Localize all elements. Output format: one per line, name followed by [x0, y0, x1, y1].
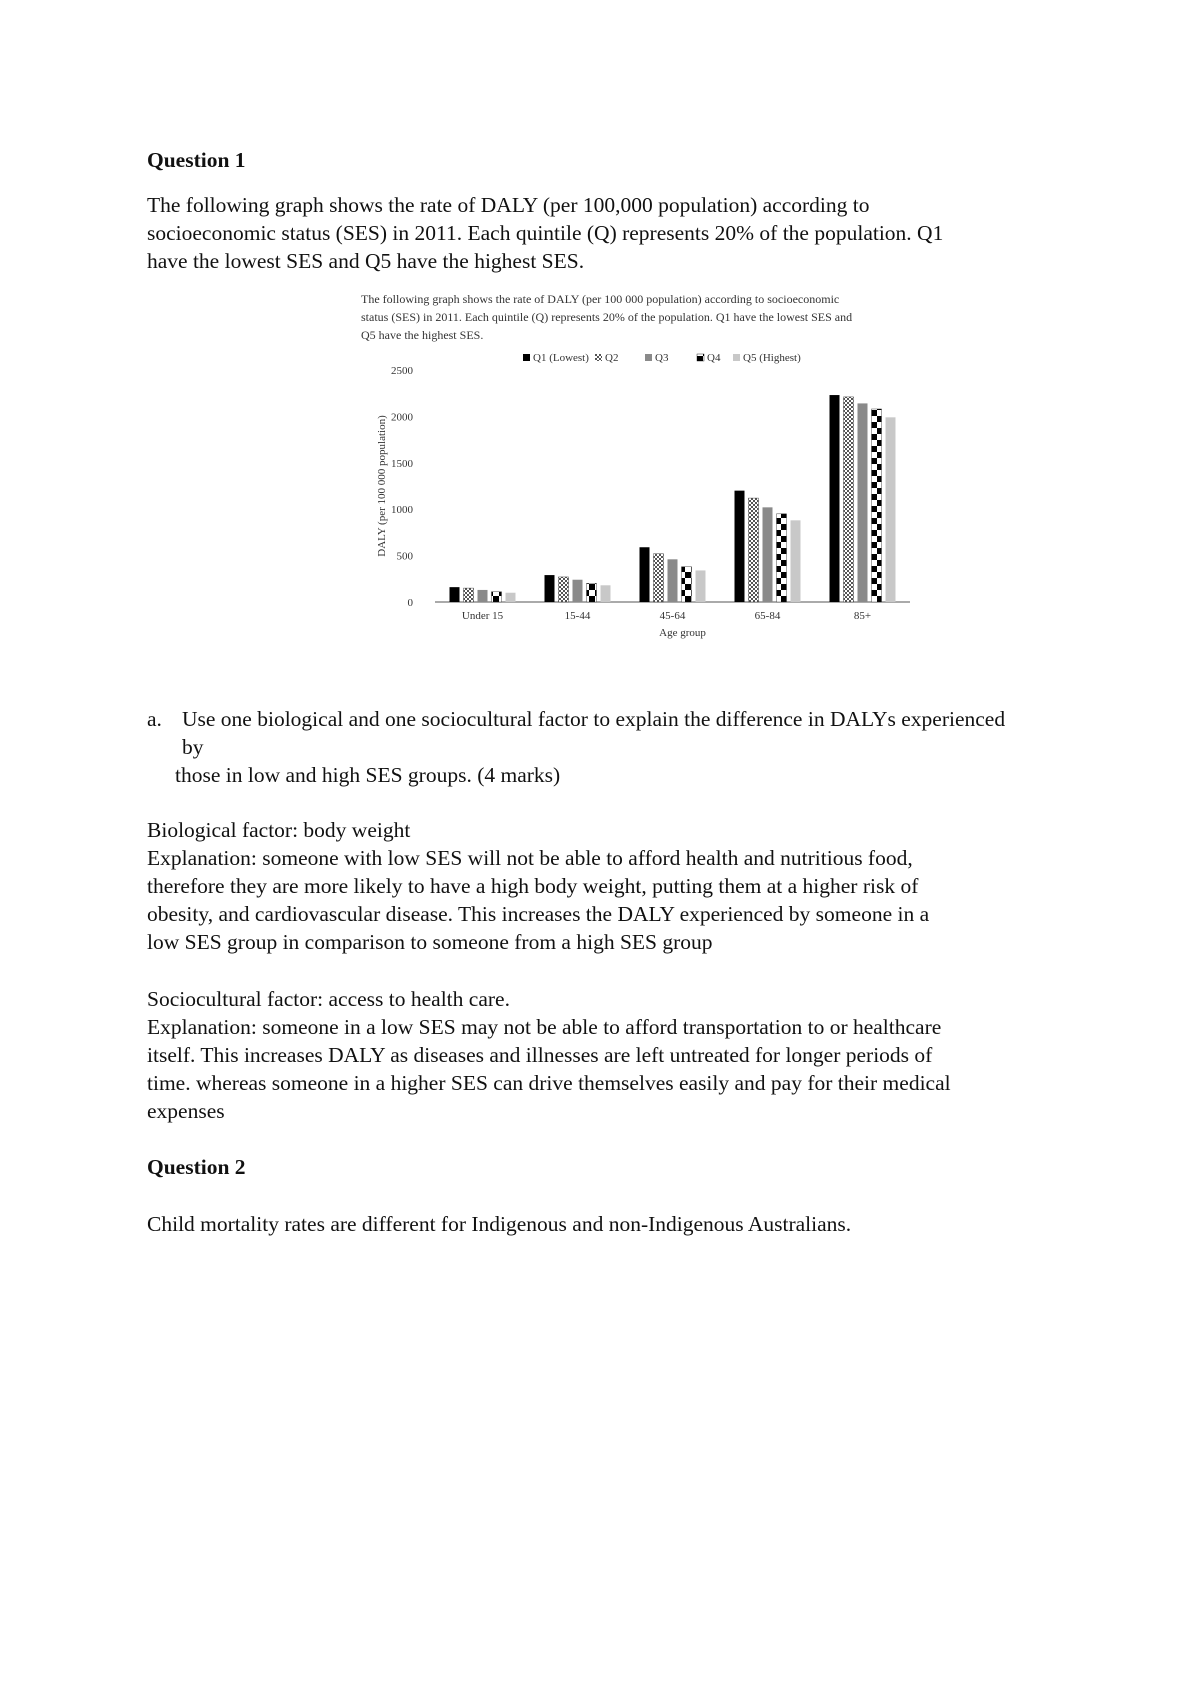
- bar-2-4: [844, 397, 854, 602]
- bar-4-1: [587, 583, 597, 602]
- part-a-text-line: those in low and high SES groups. (4 marks): [175, 763, 561, 787]
- bar-1-3: [735, 491, 745, 602]
- legend-swatch: [697, 354, 704, 361]
- bar-5-3: [791, 520, 801, 602]
- legend-label: Q4: [707, 352, 721, 364]
- chart-caption-line: status (SES) in 2011. Each quintile (Q) represents 20% of the population. Q1 have the lowest SES and: [361, 310, 853, 324]
- biological-factor: Biological factor: body weight: [147, 818, 411, 842]
- bar-2-0: [464, 588, 474, 602]
- bar-5-0: [506, 593, 516, 602]
- bar-2-3: [749, 498, 759, 602]
- part-a-text-line: by: [182, 735, 204, 759]
- question-1-intro: [147, 191, 1127, 275]
- explanation-line: time. whereas someone in a higher SES can drive themselves easily and pay for their medical: [147, 1071, 951, 1095]
- intro-line: socioeconomic status (SES) in 2011. Each quintile (Q) represents 20% of the population. Q1: [147, 221, 944, 245]
- y-tick-label: 1500: [391, 457, 413, 470]
- question-2-line: Child mortality rates are different for Indigenous and non-Indigenous Australians.: [147, 1212, 852, 1236]
- bar-4-2: [682, 567, 692, 602]
- sociocultural-factor: Sociocultural factor: access to health care.: [147, 987, 510, 1011]
- x-tick-label: 85+: [853, 610, 872, 622]
- bar-1-1: [545, 575, 555, 602]
- bar-4-0: [492, 592, 502, 602]
- bar-1-0: [450, 587, 460, 602]
- chart-caption-line: The following graph shows the rate of DALY (per 100 000 population) according to socioeconomic: [361, 292, 840, 306]
- explanation-line: obesity, and cardiovascular disease. This increases the DALY experienced by someone in a: [147, 902, 930, 926]
- x-tick-label: 15-44: [564, 610, 591, 622]
- bar-4-4: [872, 409, 882, 602]
- bar-2-1: [559, 577, 569, 602]
- explanation-line: Explanation: someone in a low SES may not be able to afford transportation to or healthcare: [147, 1015, 942, 1039]
- bar-3-3: [763, 507, 773, 602]
- x-tick-label: 45-64: [659, 610, 686, 622]
- chart-caption-line: Q5 have the highest SES.: [361, 328, 484, 342]
- question-2-heading: Question 2: [147, 1155, 246, 1179]
- y-tick-label: 2500: [391, 365, 413, 377]
- part-a-marker: a.: [147, 707, 162, 731]
- bar-3-1: [573, 580, 583, 602]
- legend-swatch: [733, 354, 740, 361]
- bar-1-2: [640, 547, 650, 602]
- legend-label: Q1 (Lowest): [533, 352, 589, 364]
- explanation-line: therefore they are more likely to have a high body weight, putting them at a higher risk of: [147, 874, 919, 898]
- bar-3-2: [668, 559, 678, 602]
- bar-5-1: [601, 585, 611, 602]
- x-axis-label: Age group: [659, 627, 706, 639]
- bar-2-2: [654, 554, 664, 602]
- sociocultural-answer: [147, 985, 1127, 1125]
- biological-answer: [147, 816, 1127, 956]
- legend-swatch: [645, 354, 652, 361]
- intro-line: The following graph shows the rate of DALY (per 100,000 population) according to: [147, 193, 870, 217]
- legend-label: Q3: [655, 352, 669, 364]
- legend-swatch: [523, 354, 530, 361]
- explanation-line: low SES group in comparison to someone from a high SES group: [147, 930, 713, 954]
- y-tick-label: 500: [396, 550, 413, 563]
- bar-4-3: [777, 514, 787, 602]
- bar-1-4: [830, 395, 840, 602]
- bar-5-2: [696, 570, 706, 602]
- bar-3-0: [478, 590, 488, 602]
- legend-swatch: [595, 354, 602, 361]
- bar-5-4: [886, 417, 896, 602]
- daly-chart-figure: [355, 290, 915, 640]
- question-2-text: [147, 1210, 1127, 1238]
- part-a-text-line: Use one biological and one sociocultural factor to explain the difference in DALYs experienced: [182, 707, 1006, 731]
- chart-caption: [361, 290, 921, 344]
- x-tick-label: Under 15: [461, 610, 504, 622]
- intro-line: have the lowest SES and Q5 have the highest SES.: [147, 249, 585, 273]
- question-1-part-a: [147, 705, 1147, 789]
- bar-3-4: [858, 403, 868, 602]
- explanation-line: Explanation: someone with low SES will not be able to afford health and nutritious food,: [147, 846, 913, 870]
- explanation-line: itself. This increases DALY as diseases and illnesses are left untreated for longer periods of: [147, 1043, 933, 1067]
- x-tick-label: 65-84: [754, 610, 781, 622]
- y-tick-label: 1000: [391, 504, 413, 517]
- explanation-line: expenses: [147, 1099, 225, 1123]
- question-1-heading: Question 1: [147, 148, 246, 172]
- y-axis-label: DALY (per 100 000 population): [376, 415, 388, 557]
- legend-label: Q2: [605, 352, 619, 364]
- y-tick-label: 0: [407, 597, 413, 609]
- legend-label: Q5 (Highest): [743, 352, 801, 364]
- y-tick-label: 2000: [391, 411, 413, 424]
